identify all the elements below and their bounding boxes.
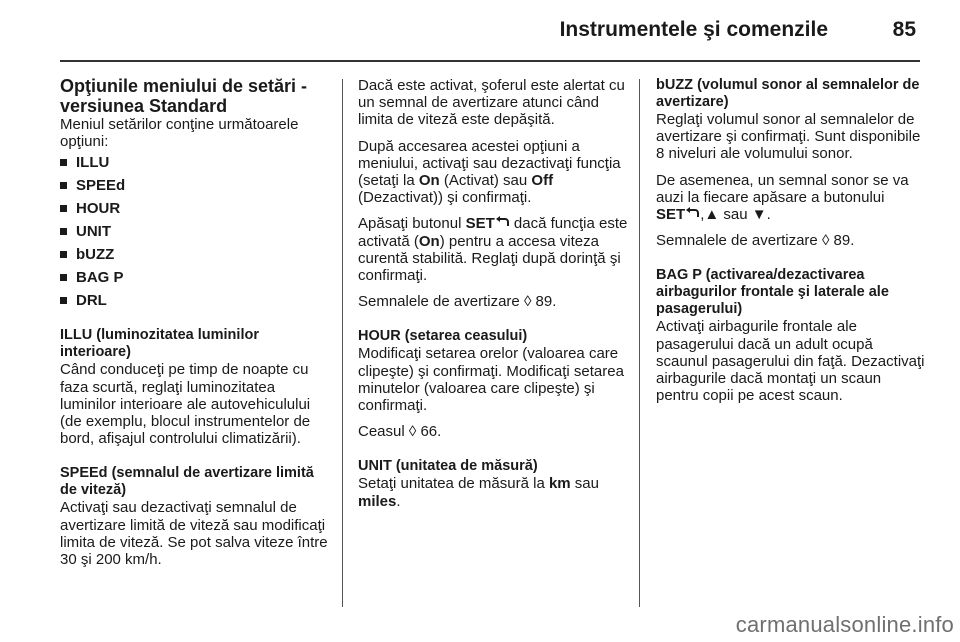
page-header [60,0,920,61]
buzz-sound-text: De asemenea, un semnal sonor se va auzi la fiecare apăsare a butonului [656,171,909,206]
list-item: SPEEd [60,177,330,194]
square-bullet-icon [60,182,67,189]
column-2 [358,77,630,510]
buzz-levels: 8 niveluri ale volumului sonor. [656,145,853,163]
return-arrow-icon [495,215,510,232]
settings-options-list [60,154,330,309]
intro-text: Meniul setărilor conţine următoarele opţiuni: [60,116,299,151]
column-divider [639,79,640,607]
list-item: BAG P [60,269,330,286]
page-title: Instrumentele şi comenzile [559,18,828,41]
clock-reference: Ceasul ◊ 66. [358,423,442,441]
column-divider [342,79,343,607]
square-bullet-icon [60,274,67,281]
square-bullet-icon [60,251,67,258]
return-arrow-icon [685,206,700,223]
buzz-heading: bUZZ (volumul sonor al semnalelor de avertizare) [656,77,920,110]
hour-heading: HOUR (setarea ceasului) [358,328,528,345]
column-3 [656,77,926,404]
page-reference-icon: ◊ [408,423,417,441]
illu-heading: ILLU (luminozitatea luminilor interioare) [60,327,259,361]
unit-heading: UNIT (unitatea de măsură) [358,458,538,475]
square-bullet-icon [60,297,67,304]
list-item: HOUR [60,200,330,217]
page-reference-icon: ◊ [523,293,532,311]
illu-text: Când conduceţi pe timp de noapte cu faza scurtă, reglaţi luminozitatea luminilor interioare ale autovehiculului (de exemplu, blocul instrumentelor de bord, afişajul controlului climatizării). [60,361,311,448]
set-button-text: Apăsaţi butonul SET dacă funcţia este activată (On) pentru a accesa viteza curentă stabilită. Reglaţi după dorinţă şi confirmaţi. [358,215,628,285]
buzz-buttons: SET ,▲ sau ▼. [656,206,771,224]
page-number: 85 [892,18,916,41]
column-1 [60,77,330,568]
speed-alert-text: Dacă este activat, şoferul este alertat cu un semnal de avertizare atunci când limita de viteză este depăşită. [358,77,625,129]
header-rule [60,60,920,62]
speed-heading: SPEEd (semnalul de avertizare limită de viteză) [60,465,314,499]
bag-heading: BAG P (activarea/dezactivarea airbagurilor frontale şi laterale ale pasagerului) [656,267,889,318]
list-item: bUZZ [60,246,330,263]
section-heading: Opţiunile meniului de setări - versiunea Standard [60,76,308,116]
list-item: DRL [60,292,330,309]
unit-text: Setaţi unitatea de măsură la km sau miles. [358,475,599,510]
list-item: UNIT [60,223,330,240]
warning-reference: Semnalele de avertizare ◊ 89. [656,232,855,250]
watermark: carmanualsonline.info [735,612,954,637]
page-reference-icon: ◊ [821,232,830,250]
square-bullet-icon [60,205,67,212]
up-arrow-icon: ▲ [704,206,720,224]
square-bullet-icon [60,159,67,166]
list-item: ILLU [60,154,330,171]
activation-text: După accesarea acestei opţiuni a meniului, activaţi sau dezactivaţi funcţia (setaţi la On (Activat) sau Off (Dezactivat)) şi confirmaţi. [358,137,621,207]
down-arrow-icon: ▼ [751,206,767,224]
bag-text: Activaţi airbagurile frontale ale pasagerului dacă un adult ocupă scaunul pasagerului din faţă. Dezactivaţi airbagurile dacă montaţi un scaun pentru copii pe acest scaun. [656,318,925,405]
buzz-text: Reglaţi volumul sonor al semnalelor de avertizare şi confirmaţi. Sunt disponibile [656,111,921,146]
warning-reference: Semnalele de avertizare ◊ 89. [358,293,557,311]
speed-text: Activaţi sau dezactivaţi semnalul de avertizare limită de viteză sau modificaţi limita de viteză. Se pot salva viteze între 30 şi 200 km/h. [60,499,328,569]
square-bullet-icon [60,228,67,235]
hour-text: Modificaţi setarea orelor (valoarea care clipeşte) şi confirmaţi. Modificaţi setarea minutelor (valoarea care clipeşte) şi confirmaţi. [358,345,624,415]
